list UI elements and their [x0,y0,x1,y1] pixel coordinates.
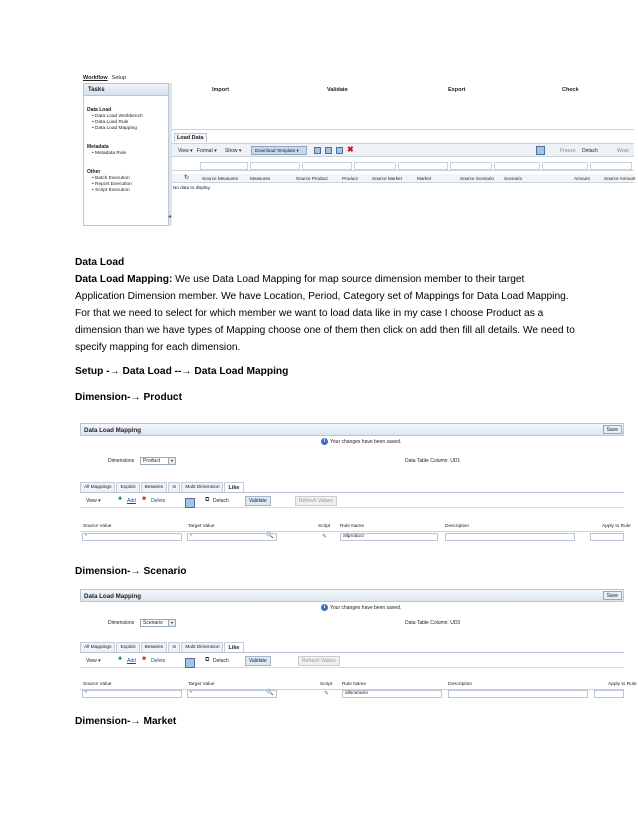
data-table-column: Data Table Column: UD3 [405,620,461,626]
filter-row [172,161,634,171]
description-input[interactable] [445,533,575,541]
table-row [80,690,624,699]
task-group-other: Other [87,169,101,175]
search-icon[interactable]: 🔍 [266,533,274,539]
detach-button[interactable]: Detach [582,148,598,154]
task-data-load-mapping[interactable]: • Data Load Mapping [92,126,168,132]
load-data-title: Load Data [174,133,207,142]
col-source-product[interactable]: Source Product [296,176,328,181]
col-source-scenario[interactable]: Source Scenario [460,176,494,181]
mapping-screenshot-product [80,423,631,543]
task-group-metadata: Metadata [87,144,109,150]
wrap-button[interactable]: Wrap [617,148,629,154]
col-target-value[interactable]: Target Value [188,682,215,687]
view-menu[interactable]: View ▾ [86,658,101,664]
task-metadata-rule[interactable]: • Metadata Rule [92,151,168,157]
tasks-panel [83,83,172,226]
mapping-screenshot-scenario [80,589,637,701]
col-rule-name[interactable]: Rule Name [340,524,364,529]
refresh-values-button[interactable]: Refresh Values [298,656,340,666]
view-menu[interactable]: View ▾ [86,498,101,504]
rule-name-input[interactable]: allscenario [342,690,442,698]
task-report-execution[interactable]: • Report Execution [92,182,168,188]
delete-button[interactable]: Delete [151,498,166,504]
add-icon[interactable]: ✚ [118,656,123,662]
data-table-column: Data Table Column: UD1 [405,458,461,464]
task-group-data-load: Data Load [87,107,112,113]
filter-source-product[interactable] [302,162,352,170]
dimensions-label: Dimensions [108,458,135,464]
paragraph-lead: Data Load Mapping: [75,274,173,285]
info-icon: i [321,604,328,611]
tab-explicit[interactable]: Explicit [116,642,139,652]
apply-to-rule-input[interactable] [594,690,624,698]
col-product[interactable]: Product [342,176,358,181]
filter-source-scenario[interactable] [494,162,540,170]
download-template-label: Download Template [255,148,296,153]
delete-icon[interactable]: ✖ [347,145,354,154]
heading-data-load: Data Load [75,257,125,268]
refresh-values-button[interactable]: Refresh Values [295,496,337,506]
filter-amount[interactable] [590,162,632,170]
tab-all-mappings[interactable]: All Mappings [80,642,115,652]
col-source-amount[interactable]: Source Amount [604,176,636,181]
save-button[interactable]: Save [603,425,622,434]
dimension-value: Scenario [143,620,163,626]
col-amount[interactable]: Amount [574,176,590,181]
tab-in[interactable]: In [168,642,180,652]
heading-dimension-product: Dimension-→ Product [75,392,182,403]
col-script[interactable]: Script [320,682,333,687]
delete-icon[interactable]: ✖ [142,496,147,502]
task-data-load-rule[interactable]: • Data Load Rule [92,120,168,126]
tab-like[interactable]: Like [224,482,243,492]
filter-market[interactable] [450,162,492,170]
heading-dimension-scenario: Dimension-→ Scenario [75,566,187,577]
pencil-icon[interactable]: ✎ [324,691,330,697]
col-source-value[interactable]: Source Value [83,524,112,529]
tab-like[interactable]: Like [224,642,243,652]
source-value-input[interactable]: * [82,533,182,541]
saved-message: Your changes have been saved. [330,439,402,445]
import-icon[interactable] [314,147,321,154]
detach-button[interactable]: Detach [213,498,229,504]
task-data-load-workbench[interactable]: • Data Load Workbench [92,114,168,120]
detach-icon[interactable]: ⧉ [205,657,210,663]
mapping-paragraph [75,271,575,356]
save-icon[interactable] [336,147,343,154]
col-market[interactable]: Market [417,176,432,181]
freeze-button[interactable]: Freeze [560,148,576,154]
load-data-toolbar [172,143,634,157]
mapping-column-header [80,681,637,690]
dimension-select[interactable] [140,619,176,627]
mapping-column-header [80,523,631,532]
target-value-input[interactable]: * [187,533,277,541]
tab-explicit[interactable]: Explicit [116,482,139,492]
filter-measures[interactable] [250,162,300,170]
col-measures[interactable]: Measures [250,176,271,181]
refresh-icon[interactable]: ↻ [184,175,190,181]
phase-export: Export [448,87,466,93]
col-script[interactable]: Script [318,524,331,529]
no-data-message: No data to display. [173,185,211,190]
view-menu[interactable]: View ▾ [178,148,193,154]
info-icon: i [321,438,328,445]
top-tabs [80,73,634,83]
description-input[interactable] [448,690,588,698]
pencil-icon[interactable]: ✎ [322,534,328,540]
mapping-tabs [80,482,624,493]
collapse-arrow-icon[interactable]: ◂ [168,214,172,220]
col-description[interactable]: Description [448,682,472,687]
filter-source-market[interactable] [398,162,448,170]
detach-grid-icon[interactable] [536,146,545,155]
mapping-toolbar [80,495,624,508]
tab-setup[interactable]: Setup [111,75,127,81]
detach-icon[interactable]: ⧉ [205,497,210,503]
heading-dimension-market: Dimension-→ Market [75,716,177,727]
filter-scenario[interactable] [542,162,588,170]
save-button[interactable]: Save [603,591,622,600]
validate-button[interactable]: Validate [245,496,271,506]
show-menu[interactable]: Show ▾ [225,148,242,154]
table-row [80,533,624,542]
navigation-path: Setup -→ Data Load --→ Data Load Mapping [75,366,289,377]
mapping-title: Data Load Mapping [80,423,624,436]
target-value-input[interactable]: * [187,690,277,698]
phase-validate: Validate [327,87,348,93]
chevron-down-icon[interactable]: ▾ [168,620,175,626]
col-apply-to-rule[interactable]: Apply to Rule [608,682,637,687]
task-script-execution[interactable]: • Script Execution [92,188,168,194]
mapping-toolbar [80,655,624,668]
dimension-select[interactable] [140,457,176,465]
detach-button[interactable]: Detach [213,658,229,664]
add-button[interactable]: Add [127,658,136,664]
format-menu[interactable]: Format ▾ [197,148,217,154]
dimensions-label: Dimensions [108,620,135,626]
mapping-title: Data Load Mapping [80,589,624,602]
task-batch-execution[interactable]: • Batch Execution [92,176,168,182]
filter-source-measures[interactable] [200,162,248,170]
validate-button[interactable]: Validate [245,656,271,666]
tab-multi-dimension[interactable]: Multi Dimension [181,642,223,652]
col-apply-to-rule[interactable]: Apply to Rule [602,524,631,529]
download-template-button[interactable]: Download Template ▾ [251,146,307,155]
saved-message: Your changes have been saved. [330,605,402,611]
phase-check: Check [562,87,579,93]
add-icon[interactable]: ✚ [118,496,123,502]
grid-icon[interactable] [185,658,195,668]
col-source-measures[interactable]: Source Measures [202,176,239,181]
col-rule-name[interactable]: Rule Name [342,682,366,687]
search-icon[interactable]: 🔍 [266,690,274,696]
paragraph-body: We use Data Load Mapping for map source dimension member to their target Application Dimension member. We have Location, Period, Category set of Mappings for Data Load Mapping. For that we need to select for which member we want to load data like in my case I choose Product as a dimension than we have types of Mapping choose one of them then click on add then fill all details. We need to specify mapping for each dimension. [75,274,575,353]
grid-header [172,174,634,183]
mapping-tabs [80,642,624,653]
tasks-header: Tasks [84,84,168,96]
col-description[interactable]: Description [445,524,469,529]
dimension-value: Product [143,458,161,464]
tab-in[interactable]: In [168,482,180,492]
phase-import: Import [212,87,230,93]
tab-all-mappings[interactable]: All Mappings [80,482,115,492]
col-target-value[interactable]: Target Value [188,524,215,529]
col-source-market[interactable]: Source Market [372,176,402,181]
add-button[interactable]: Add [127,498,136,504]
tab-between[interactable]: Between [141,482,168,492]
tab-workflow[interactable]: Workflow [83,75,108,81]
delete-icon[interactable]: ✖ [142,656,147,662]
filter-product[interactable] [354,162,396,170]
rule-name-input[interactable]: allproduct [340,533,438,541]
chevron-down-icon[interactable]: ▾ [168,458,175,464]
export-icon[interactable] [325,147,332,154]
workflow-screenshot [80,73,634,226]
tab-multi-dimension[interactable]: Multi Dimension [181,482,223,492]
source-value-input[interactable]: * [82,690,182,698]
grid-icon[interactable] [185,498,195,508]
apply-to-rule-input[interactable] [590,533,624,541]
delete-button[interactable]: Delete [151,658,166,664]
col-scenario[interactable]: Scenario [504,176,523,181]
col-source-value[interactable]: Source Value [83,682,112,687]
tab-between[interactable]: Between [141,642,168,652]
